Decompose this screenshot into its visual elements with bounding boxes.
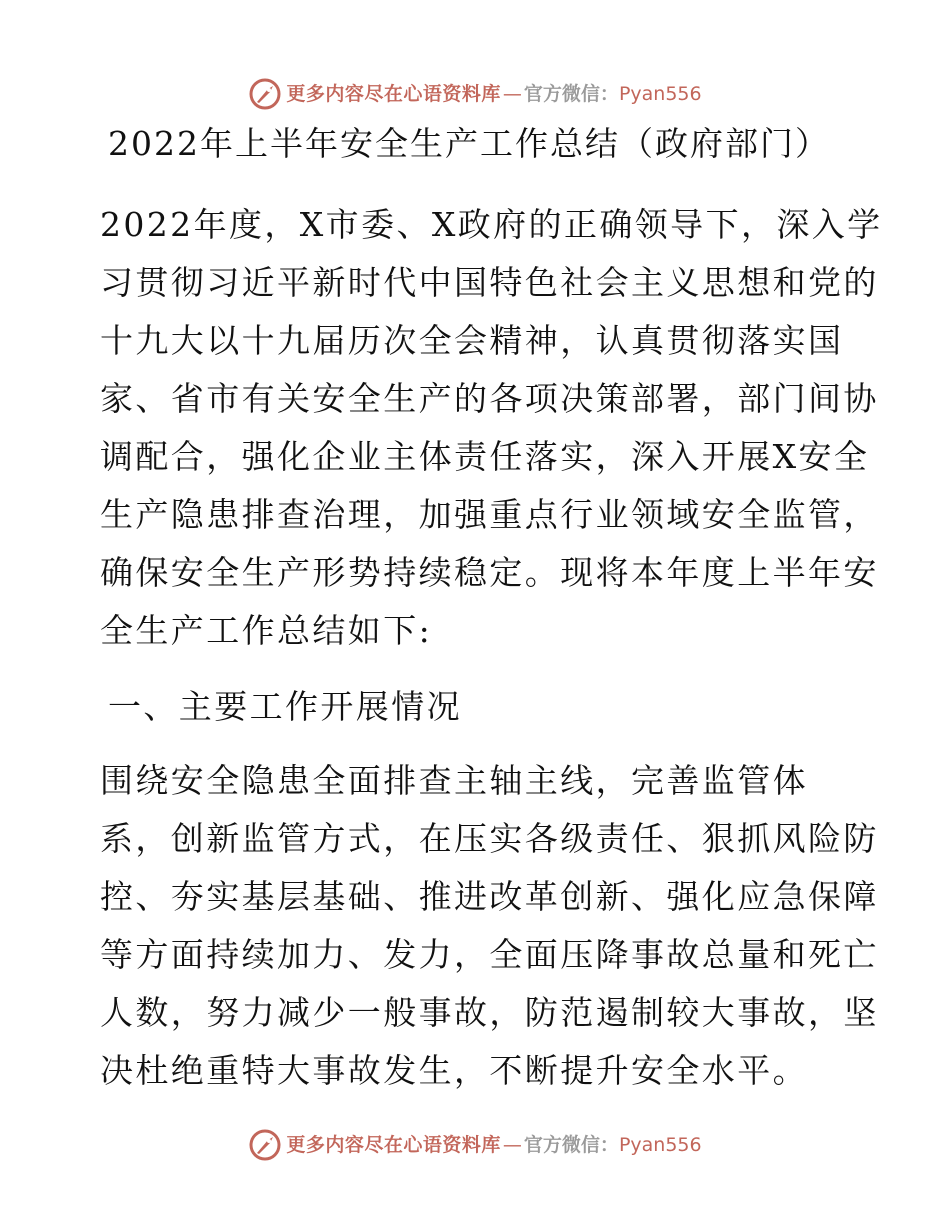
paragraph-line: 围绕安全隐患全面排查主轴主线，完善监管体 <box>100 761 808 800</box>
paragraph-line: 十九大以十九届历次全会精神，认真贯彻落实国 <box>100 321 844 360</box>
watermark-site-text: 更多内容尽在心语资料库 <box>286 83 501 105</box>
paragraph-line: 系，创新监管方式，在压实各级责任、狠抓风险防 <box>100 819 879 858</box>
paragraph-line: 生产隐患排查治理，加强重点行业领域安全监管， <box>100 495 879 534</box>
paragraph-line: 全生产工作总结如下: <box>100 611 433 650</box>
watermark-wechat-id: Pyan556 <box>618 1134 702 1156</box>
watermark-label: 官方微信： <box>523 83 619 105</box>
section-paragraph <box>100 752 879 1100</box>
section-heading: 一、主要工作开展情况 <box>108 687 462 726</box>
paragraph-line: 决杜绝重特大事故发生，不断提升安全水平。 <box>100 1051 808 1090</box>
paragraph-line: 2022年度，X市委、X政府的正确领导下，深入学 <box>100 205 883 244</box>
pen-nib-icon <box>248 77 282 111</box>
watermark-dash: — <box>502 1134 522 1156</box>
paragraph-line: 等方面持续加力、发力，全面压降事故总量和死亡 <box>100 935 879 974</box>
paragraph-line: 家、省市有关安全生产的各项决策部署，部门间协 <box>100 379 879 418</box>
paragraph-line: 人数，努力减少一般事故，防范遏制较大事故，坚 <box>100 993 879 1032</box>
paragraph-line: 调配合，强化企业主体责任落实，深入开展X安全 <box>100 437 870 476</box>
footer-watermark <box>0 1128 950 1162</box>
paragraph-line: 习贯彻习近平新时代中国特色社会主义思想和党的 <box>100 263 879 302</box>
document-title: 2022年上半年安全生产工作总结（政府部门） <box>108 124 830 163</box>
watermark-wechat-id: Pyan556 <box>618 83 702 105</box>
watermark-site-text: 更多内容尽在心语资料库 <box>286 1134 501 1156</box>
pen-nib-icon <box>248 1128 282 1162</box>
paragraph-line: 控、夯实基层基础、推进改革创新、强化应急保障 <box>100 877 879 916</box>
watermark-dash: — <box>502 83 522 105</box>
intro-paragraph <box>100 196 883 660</box>
paragraph-line: 确保安全生产形势持续稳定。现将本年度上半年安 <box>100 553 879 592</box>
watermark-label: 官方微信： <box>523 1134 619 1156</box>
header-watermark <box>0 77 950 111</box>
